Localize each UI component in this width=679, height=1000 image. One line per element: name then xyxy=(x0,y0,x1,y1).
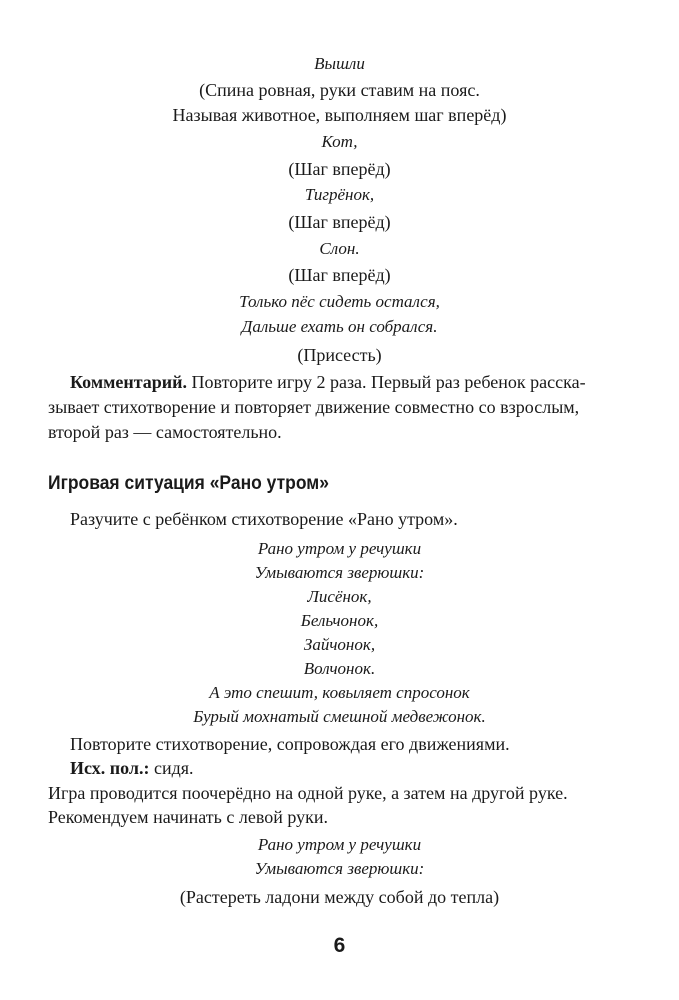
comment-text: второй раз — самостоятельно. xyxy=(48,422,282,442)
stage-direction: (Шаг вперёд) xyxy=(288,212,391,232)
stage-direction: Называя животное, выполняем шаг вперёд) xyxy=(172,105,507,125)
starting-position xyxy=(70,756,194,780)
intro-text: Разучите с ребёнком стихотворение «Рано утром». xyxy=(70,509,458,529)
poem-line: Волчонок. xyxy=(303,659,376,678)
comment-paragraph xyxy=(70,370,586,394)
poem-line: А это спешит, ковыляет спросонок xyxy=(209,683,470,702)
poem-line: Умываются зверюшки: xyxy=(254,859,425,878)
poem-line: Бурый мохнатый смешной медвежонок. xyxy=(193,707,486,726)
starting-position-value: сидя. xyxy=(153,758,194,778)
comment-text: зывает стихотворение и повторяет движение совместно со взрослым, xyxy=(48,397,580,417)
instruction-text: Рекомендуем начинать с левой руки. xyxy=(48,807,328,827)
section-heading: Игровая ситуация «Рано утром» xyxy=(48,473,329,494)
poem-line: Вышли xyxy=(314,54,365,73)
poem-line: Рано утром у речушки xyxy=(257,835,422,854)
poem-line: Лисёнок, xyxy=(307,587,372,606)
page-number: 6 xyxy=(333,934,346,957)
poem-line: Дальше ехать он собрался. xyxy=(241,317,438,336)
starting-position-label: Исх. пол.: xyxy=(70,758,150,778)
stage-direction: (Присесть) xyxy=(297,345,382,365)
poem-line: Бельчонок, xyxy=(300,611,379,630)
instruction-text: Игра проводится поочерёдно на одной руке, а затем на другой руке. xyxy=(48,783,568,803)
poem-line: Умываются зверюшки: xyxy=(254,563,425,582)
stage-direction: (Шаг вперёд) xyxy=(288,159,391,179)
instruction-text: Повторите стихотворение, сопровождая его движениями. xyxy=(70,734,510,754)
stage-direction: (Шаг вперёд) xyxy=(288,265,391,285)
stage-direction: (Растереть ладони между собой до тепла) xyxy=(179,887,500,907)
poem-line: Кот, xyxy=(321,132,358,151)
comment-label: Комментарий. xyxy=(70,372,188,392)
poem-line: Тигрёнок, xyxy=(304,185,375,204)
poem-line: Рано утром у речушки xyxy=(257,539,422,558)
poem-line: Слон. xyxy=(319,239,360,258)
stage-direction: (Спина ровная, руки ставим на пояс. xyxy=(199,80,480,100)
poem-line: Зайчонок, xyxy=(303,635,376,654)
comment-text: Повторите игру 2 раза. Первый раз ребенок расска- xyxy=(191,372,586,392)
poem-line: Только пёс сидеть остался, xyxy=(239,292,440,311)
